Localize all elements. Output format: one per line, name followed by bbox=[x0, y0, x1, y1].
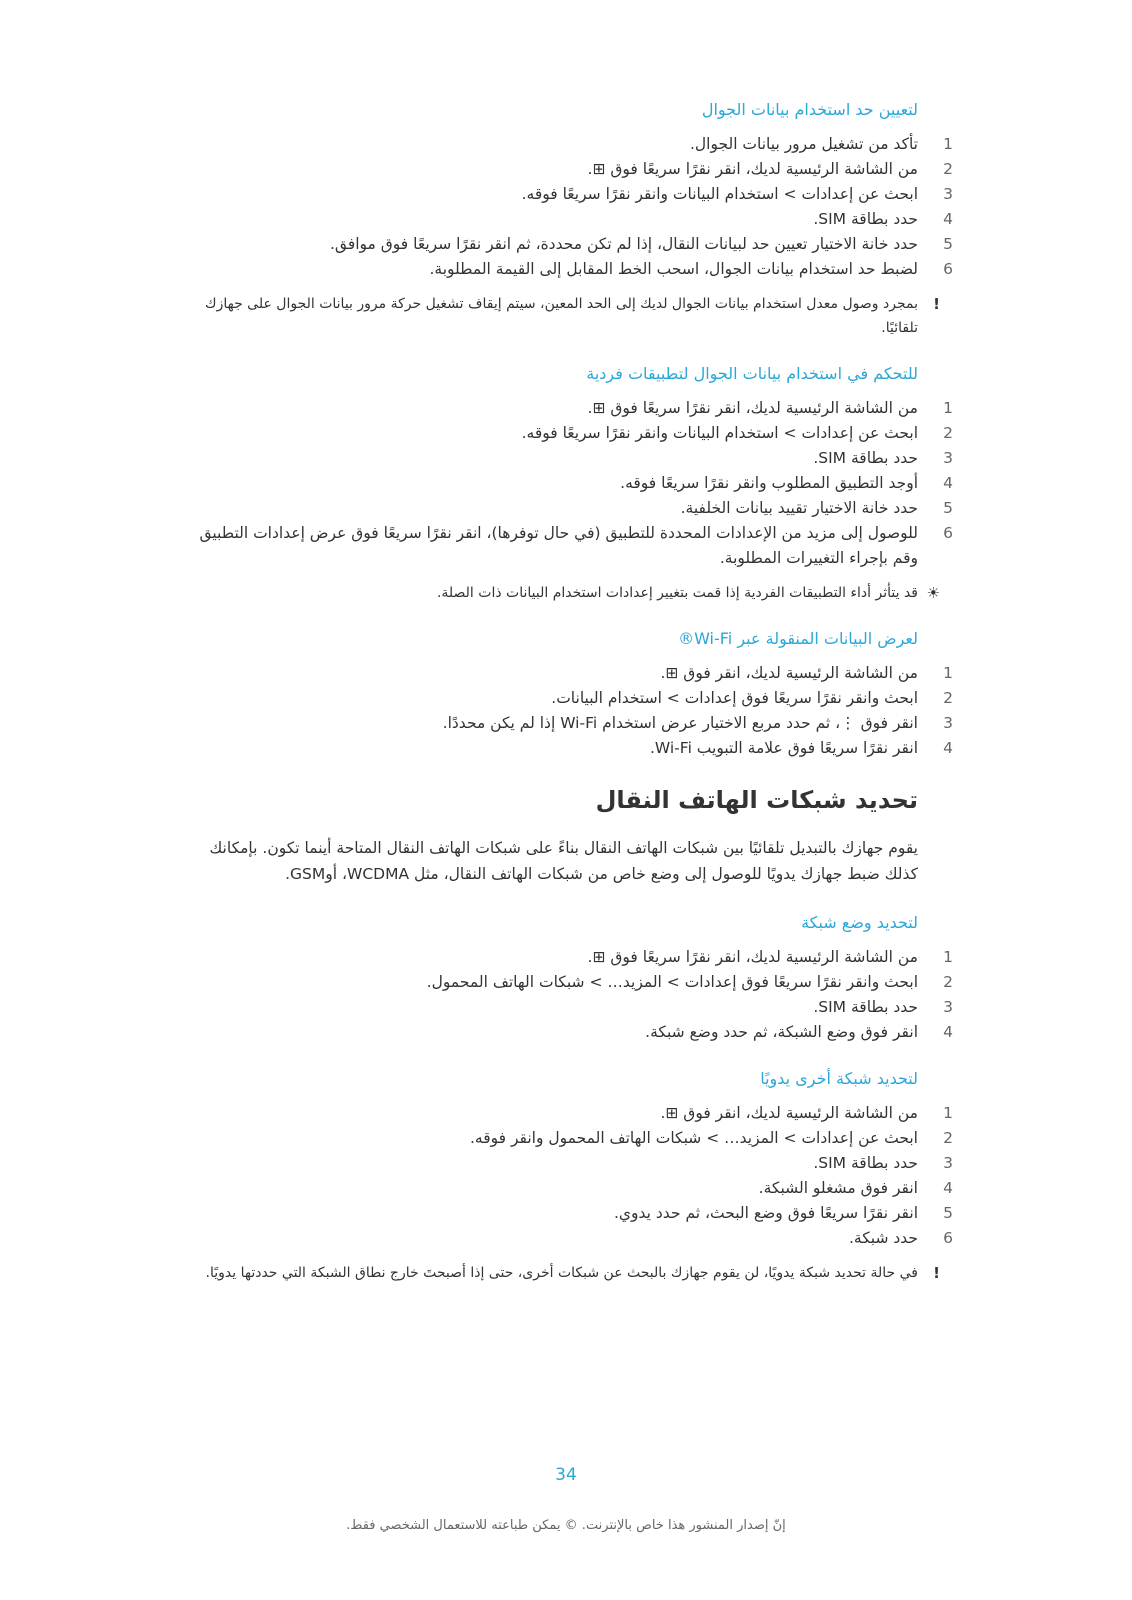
step: 1 من الشاشة الرئيسية لديك، انقر نقرًا سريعًا فوق ⊞. bbox=[587, 399, 953, 417]
steps-list bbox=[190, 661, 953, 761]
section-app-data bbox=[190, 362, 953, 605]
step: 5 حدد خانة الاختيار تقييد بيانات الخلفية. bbox=[680, 499, 953, 517]
warning-note: ! في حالة تحديد شبكة يدويًا، لن يقوم جهازك بالبحث عن شبكات أخرى، حتى إذا أصبحتَ خارج نطاق الشبكة التي حددتها يدويًا. bbox=[190, 1261, 918, 1285]
section-wifi-data bbox=[190, 627, 953, 761]
exclamation-icon: ! bbox=[933, 295, 940, 313]
step: 3 انقر فوق ⋮، ثم حدد مربع الاختيار عرض استخدام Wi-Fi إذا لم يكن محددًا. bbox=[442, 714, 953, 732]
step: 1 من الشاشة الرئيسية لديك، انقر فوق ⊞. bbox=[660, 664, 953, 682]
step: 2 ابحث عن إعدادات > استخدام البيانات وانقر نقرًا سريعًا فوقه. bbox=[521, 424, 953, 442]
step: 5 حدد خانة الاختيار تعيين حد لبيانات النقال، إذا لم تكن محددة، ثم انقر نقرًا سريعًا فوق موافق. bbox=[329, 235, 953, 253]
step: 2 من الشاشة الرئيسية لديك، انقر نقرًا سريعًا فوق ⊞. bbox=[587, 160, 953, 178]
lightbulb-icon: ☀ bbox=[926, 584, 940, 602]
step: 6 حدد شبكة. bbox=[848, 1229, 953, 1247]
page-number: 34 bbox=[555, 1465, 577, 1485]
section-title: لتحديد وضع شبكة bbox=[801, 913, 918, 932]
section-data-limit bbox=[190, 98, 953, 340]
step: 3 حدد بطاقة SIM. bbox=[813, 998, 953, 1016]
step: 2 ابحث عن إعدادات > المزيد… > شبكات الهاتف المحمول وانقر فوقه. bbox=[469, 1129, 953, 1147]
footer-note: إنّ إصدار المنشور هذا خاص بالإنترنت. © يمكن طباعته للاستعمال الشخصي فقط. bbox=[346, 1518, 786, 1533]
warning-note: ! بمجرد وصول معدل استخدام بيانات الجوال لديك إلى الحد المعين، سيتم إيقاف تشغيل حركة مرور بيانات الجوال على جهازك تلقائيًا. bbox=[190, 292, 918, 340]
step: 4 انقر فوق مشغلو الشبكة. bbox=[758, 1179, 953, 1197]
exclamation-icon: ! bbox=[933, 1264, 940, 1282]
step: 4 انقر نقرًا سريعًا فوق علامة التبويب Wi-Fi. bbox=[649, 739, 953, 757]
step: 3 ابحث عن إعدادات > استخدام البيانات وانقر نقرًا سريعًا فوقه. bbox=[521, 185, 953, 203]
step: 6 لضبط حد استخدام بيانات الجوال، اسحب الخط المقابل إلى القيمة المطلوبة. bbox=[429, 260, 953, 278]
step: 2 ابحث وانقر نقرًا سريعًا فوق إعدادات > المزيد… > شبكات الهاتف المحمول. bbox=[426, 973, 953, 991]
section-manual-network bbox=[190, 1067, 953, 1285]
section-title: لعرض البيانات المنقولة عبر Wi-Fi® bbox=[678, 629, 918, 648]
section-network-mode bbox=[190, 911, 953, 1045]
intro-paragraph: يقوم جهازك بالتبديل تلقائيًا بين شبكات الهاتف النقال بناءً على شبكات الهاتف النقال المتاحة أينما تكون. بإمكانك كذلك ضبط جهازك يدويًا للوصول إلى وضع خاص من شبكات الهاتف النقال، مثل WCDMA، أوGSM. bbox=[209, 839, 918, 883]
section-title: للتحكم في استخدام بيانات الجوال لتطبيقات فردية bbox=[586, 364, 918, 383]
section-title: لتعيين حد استخدام بيانات الجوال bbox=[701, 100, 918, 119]
step: 4 حدد بطاقة SIM. bbox=[813, 210, 953, 228]
step: 6 للوصول إلى مزيد من الإعدادات المحددة للتطبيق (في حال توفرها)، انقر نقرًا سريعًا فوق عرض إعدادات التطبيق وقم بإجراء التغييرات المطلوبة. bbox=[199, 524, 953, 567]
steps-list bbox=[190, 396, 953, 571]
step: 3 حدد بطاقة SIM. bbox=[813, 449, 953, 467]
step: 3 حدد بطاقة SIM. bbox=[813, 1154, 953, 1172]
step: 1 تأكد من تشغيل مرور بيانات الجوال. bbox=[689, 135, 953, 153]
page-title: تحديد شبكات الهاتف النقال bbox=[595, 786, 918, 814]
step: 1 من الشاشة الرئيسية لديك، انقر فوق ⊞. bbox=[660, 1104, 953, 1122]
step: 2 ابحث وانقر نقرًا سريعًا فوق إعدادات > استخدام البيانات. bbox=[551, 689, 953, 707]
steps-list bbox=[190, 132, 953, 282]
step: 4 أوجد التطبيق المطلوب وانقر نقرًا سريعًا فوقه. bbox=[620, 474, 953, 492]
tip-note: ☀ قد يتأثر أداء التطبيقات الفردية إذا قمت بتغيير إعدادات استخدام البيانات ذات الصلة. bbox=[190, 581, 918, 605]
section-title: لتحديد شبكة أخرى يدويًا bbox=[760, 1069, 918, 1088]
step: 4 انقر فوق وضع الشبكة، ثم حدد وضع شبكة. bbox=[645, 1023, 953, 1041]
steps-list bbox=[190, 945, 953, 1045]
document-body bbox=[190, 98, 953, 1307]
step: 5 انقر نقرًا سريعًا فوق وضع البحث، ثم حدد يدوي. bbox=[613, 1204, 953, 1222]
steps-list bbox=[190, 1101, 953, 1251]
step: 1 من الشاشة الرئيسية لديك، انقر نقرًا سريعًا فوق ⊞. bbox=[587, 948, 953, 966]
